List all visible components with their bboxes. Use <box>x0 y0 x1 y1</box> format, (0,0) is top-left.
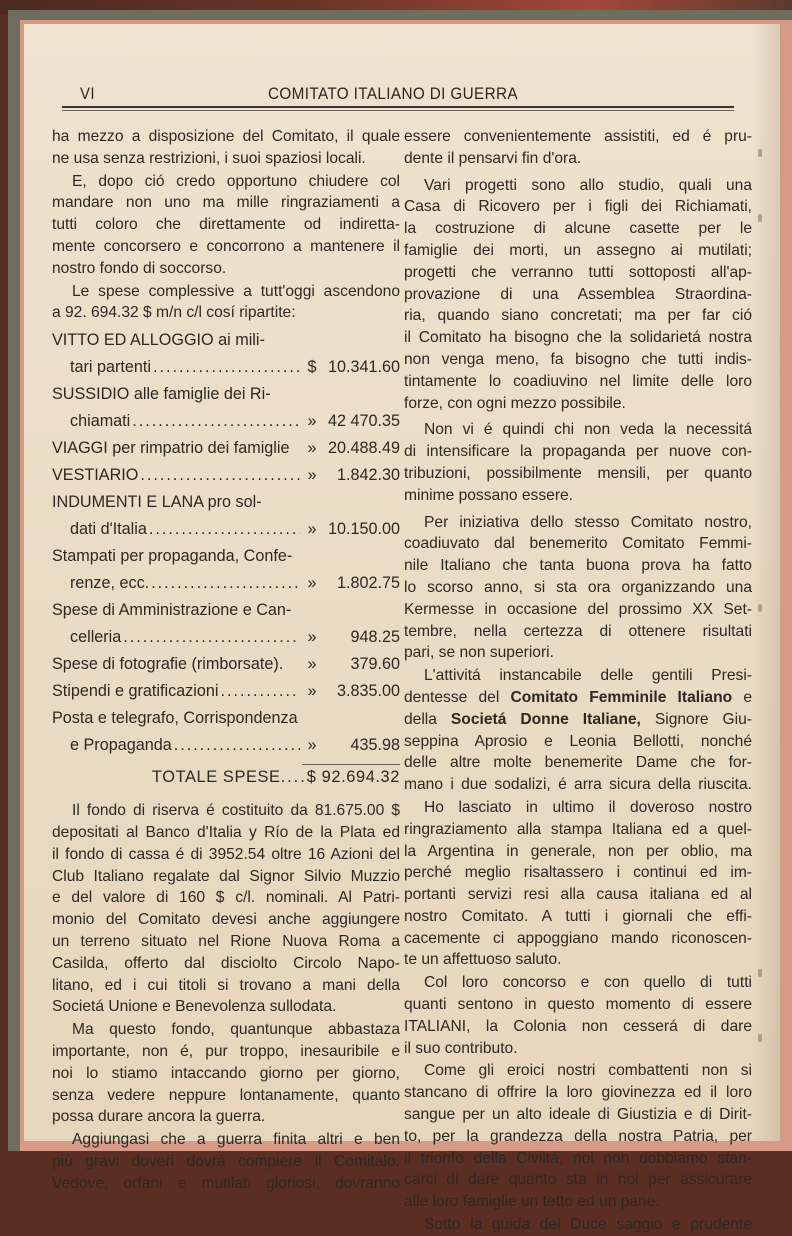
text-line: pari, se non superiori. <box>404 644 554 662</box>
text-line: Come gli eroici nostri combattenti non si <box>424 1062 752 1080</box>
expense-label: SUSSIDIO alle famiglie dei Ri- <box>52 385 271 404</box>
text-line: nostro fondo di soccorso. <box>52 259 227 277</box>
text-run: e <box>732 688 752 706</box>
expense-label: e Propaganda <box>70 736 172 755</box>
paragraph <box>404 175 752 415</box>
expense-row <box>52 519 400 546</box>
expense-row-label <box>52 492 400 519</box>
expense-row <box>52 573 400 600</box>
expense-amount: 10.341.60 <box>327 358 400 377</box>
running-title: COMITATO ITALIANO DI GUERRA <box>267 84 519 103</box>
text-line: stancano di offrire la loro giovinezza ed il loro <box>404 1084 752 1102</box>
right-column <box>404 126 752 1236</box>
ditto-mark: » <box>307 439 317 458</box>
paragraph <box>52 1129 400 1194</box>
text-line: monio del Comitato devesi anche aggiungere <box>52 911 400 929</box>
expense-label: Stipendi e gratificazioni <box>52 682 219 701</box>
text-line: Societá Unione e Benevolenza sullodata. <box>52 998 337 1016</box>
text-line: la costruzione di alcune casette per le <box>404 220 752 238</box>
paragraph <box>52 171 400 280</box>
running-header <box>52 84 734 106</box>
paragraph <box>404 1214 752 1236</box>
text-line: mano i due sodalizi, é arra sicura della riuscita. <box>404 776 752 794</box>
text-line: Kermesse in occasione del prossimo XX Set- <box>404 600 752 618</box>
text-line: mandare non uno ma mille ringraziamenti a <box>52 194 400 212</box>
paragraph <box>404 972 752 1059</box>
currency-mark: $ <box>306 768 317 787</box>
expense-table <box>52 330 400 795</box>
expense-row <box>52 411 400 438</box>
ditto-mark: » <box>307 628 317 647</box>
text-line: Casa di Ricovero per i figli dei Richiamati, <box>404 198 752 216</box>
paragraph <box>52 126 400 170</box>
text-line: Non vi é quindi chi non veda la necessitá <box>424 421 752 439</box>
text-line: ringraziamento alla stampa Italiana ed a quel- <box>404 820 752 838</box>
leader-dots <box>132 411 300 433</box>
ditto-mark: » <box>307 412 317 431</box>
expense-row <box>52 438 400 465</box>
expense-label: chiamati <box>70 412 131 431</box>
text-line: noi lo stiamo intaccando giorno per giorno, <box>52 1064 400 1082</box>
text-line: Le spese complessive a tutt'oggi ascendono <box>72 282 400 300</box>
ditto-mark: » <box>307 655 317 674</box>
text-line: Sotto la guida del Duce saggio e prudente <box>424 1216 752 1234</box>
text-line: un terreno situato nel Rione Nuova Roma a <box>52 932 400 950</box>
paragraph <box>404 797 752 971</box>
text-line: ITALIANI, la Colonia non cesserá di dare <box>404 1017 752 1035</box>
margin-speck <box>758 214 762 222</box>
text-line: portanti servizi resi alla causa italiana ed al <box>404 886 752 904</box>
expense-row-label <box>52 708 400 735</box>
text-line: Ma questo fondo, quantunque abbastaza <box>72 1021 400 1039</box>
ditto-mark: » <box>307 736 317 755</box>
expense-row <box>52 357 400 384</box>
ditto-mark: » <box>307 682 317 701</box>
text-line: depositati al Banco d'Italia y Río de la Plata ed <box>52 823 400 841</box>
page-number: VI <box>80 84 96 103</box>
text-line: progetti che verranno tutti sottoposti all'ap- <box>404 263 752 281</box>
text-line: importante, non é, pur troppo, inesauribile e <box>52 1042 400 1060</box>
expense-row <box>52 654 400 681</box>
text-line: Club Italiano regalate dal Signor Silvio Muzzio <box>52 867 400 885</box>
text-line: il suo contributo. <box>404 1039 518 1057</box>
text-line: non venga meno, fa bisogno che tutti indis- <box>404 350 752 368</box>
leader-dots: .... <box>280 768 307 787</box>
text-line: nostro Comitato. A tutti i giornali che effi- <box>404 907 752 925</box>
margin-speck <box>758 149 762 157</box>
paragraph <box>404 1060 752 1213</box>
text-line: possa durare ancora la guerra. <box>52 1108 266 1126</box>
text-line: il trionfo della Civiltá, noi non dobbiamo stan- <box>404 1149 752 1167</box>
expense-label: Spese di Amministrazione e Can- <box>52 601 292 620</box>
expense-label: VITTO ED ALLOGGIO ai mili- <box>52 331 265 350</box>
currency-mark: $ <box>307 358 317 377</box>
text-line: Vari progetti sono allo studio, quali una <box>424 176 752 194</box>
text-line: tribuzioni, possibilmente mensili, per quanto <box>404 464 752 482</box>
leader-dots <box>153 357 300 379</box>
text-line: più gravi doveri dovrá compiere il Comitalo. <box>52 1152 400 1170</box>
margin-speck <box>758 1034 762 1042</box>
expense-label: tari partenti <box>70 358 151 377</box>
text-line: tembre, nella certezza di ottenere risultati <box>404 622 752 640</box>
expense-row-label <box>52 546 400 573</box>
expense-amount: 1.842.30 <box>336 466 400 485</box>
text-line: essere convenientemente assistiti, ed é pru- <box>404 128 752 145</box>
organization-name: Societá Donne Italiane, <box>450 710 641 728</box>
total-amount: 92.694.32 <box>321 768 400 787</box>
expense-row-label <box>52 600 400 627</box>
text-line <box>404 687 752 709</box>
text-line: e del valore di 160 $ c/l. nominali. Al Patri- <box>52 889 400 907</box>
text-line: provazione di una Assemblea Straordina- <box>404 285 752 303</box>
paragraph <box>52 281 400 325</box>
text-line: Casilda, offerto dal disciolto Circolo Napo- <box>52 954 400 972</box>
header-rule <box>62 106 734 108</box>
sum-rule <box>302 764 400 765</box>
paragraph <box>404 419 752 506</box>
paragraph <box>52 800 400 1018</box>
ditto-mark: » <box>307 574 317 593</box>
expense-label: dati d'Italia <box>70 520 147 539</box>
text-line: to, per la grandezza della nostra Patria, per <box>404 1127 752 1145</box>
text-line: minime possano essere. <box>404 486 574 504</box>
text-line: perché meglio risaltassero i continui ed im- <box>404 864 752 882</box>
text-line: coadiuvato dal benemerito Comitato Femmi- <box>404 535 752 553</box>
text-line: te un affettuoso saluto. <box>404 951 562 969</box>
expense-label: VIAGGI per rimpatrio dei famiglie <box>52 439 290 458</box>
expense-label: INDUMENTI E LANA pro sol- <box>52 493 262 512</box>
text-line: E, dopo ció credo opportuno chiudere col <box>72 172 400 190</box>
text-line: cacemente ci appoggiano mando riconoscen- <box>404 929 752 947</box>
expense-row-label <box>52 330 400 357</box>
expense-label: celleria <box>70 628 122 647</box>
left-column <box>52 126 400 1195</box>
text-line: la Argentina in generale, non per oblio, ma <box>404 842 752 860</box>
paragraph <box>404 665 752 796</box>
paragraph <box>404 512 752 665</box>
total-label: TOTALE SPESE <box>151 768 281 787</box>
header-rule-thin <box>62 110 734 111</box>
text-line: L'attivitá instancabile delle gentili Presi- <box>424 667 752 685</box>
paragraph <box>52 1019 400 1128</box>
text-line: delle altre molte benemerite Dame che for- <box>404 754 752 772</box>
text-line: ne usa senza restrizioni, i suoi spaziosi locali. <box>52 149 366 167</box>
expense-amount: 3.835.00 <box>336 682 400 701</box>
expense-label: Stampati per propaganda, Confe- <box>52 547 293 566</box>
text-line: Il fondo di riserva é costituito da 81.675.00 $ <box>72 802 400 820</box>
text-line: carci di dare quanto sta in noi per assicurare <box>404 1171 752 1189</box>
leader-dots <box>220 681 300 703</box>
text-line: di intensificare la propaganda per nuove con- <box>404 443 752 461</box>
total-row <box>52 767 400 795</box>
text-line: Ho lasciato in ultimo il doveroso nostro <box>424 798 752 816</box>
text-line: il fondo di cassa é di 3952.54 oltre 16 Azioni del <box>52 845 400 863</box>
margin-speck <box>758 604 762 612</box>
text-line: tutti coloro che direttamente od indiretta- <box>52 216 400 234</box>
expense-row <box>52 735 400 762</box>
leader-dots <box>174 735 300 757</box>
margin-speck <box>758 969 762 977</box>
ditto-mark: » <box>307 466 317 485</box>
expense-label: renze, ecc. <box>70 574 150 593</box>
expense-amount: 20.488.49 <box>327 439 400 458</box>
text-line: mente concorsero e concorrono a mantenere il <box>52 237 400 255</box>
text-line: a 92. 694.32 $ m/n c/l cosí ripartite: <box>52 304 296 322</box>
text-line: seppina Aprosio e Leonia Bellotti, nonché <box>404 732 752 750</box>
ditto-mark: » <box>307 520 317 539</box>
text-line <box>404 709 752 731</box>
page-gutter-shadow <box>752 24 780 1141</box>
text-line: litano, ed i cui titoli si trovano a mani della <box>52 976 400 994</box>
expense-label: Posta e telegrafo, Corrispondenza <box>52 709 298 728</box>
text-line: lo scorso anno, si sta ora organizzando una <box>404 578 752 596</box>
leader-dots <box>123 627 300 649</box>
text-line: forze, con ogni mezzo possibile. <box>404 394 626 412</box>
text-line: ha mezzo a disposizione del Comitato, il quale <box>52 128 400 145</box>
text-line: nile Italiano che tanta buona prova ha fatto <box>404 557 752 575</box>
text-line: tintamente lo coadiuvino nel limite delle loro <box>404 372 752 390</box>
text-line: famiglie dei morti, un assegno ai mutilati; <box>404 241 752 259</box>
organization-name: Comitato Femminile Italiano <box>510 688 733 706</box>
text-run: dentesse del <box>404 688 511 706</box>
text-line: Per iniziativa dello stesso Comitato nostro, <box>424 513 752 531</box>
expense-row-label <box>52 384 400 411</box>
leader-dots <box>140 465 300 487</box>
expense-row <box>52 465 400 492</box>
expense-amount: 435.98 <box>350 736 400 755</box>
leader-dots <box>149 519 300 541</box>
expense-amount: 10.150.00 <box>327 520 400 539</box>
expense-row <box>52 627 400 654</box>
text-run: della <box>404 710 451 728</box>
text-line: il Comitato ha bisogno che la solidarietá nostra <box>404 329 752 347</box>
text-line: dente il pensarvi fin d'ora. <box>404 149 582 167</box>
text-line: Aggiungasi che a guerra finita altri e ben <box>72 1131 400 1149</box>
expense-label: VESTIARIO <box>52 466 139 485</box>
text-line: sangue per un alto ideale di Giustizia e di Dirit- <box>404 1106 752 1124</box>
text-line: senza vedere neppure lontanamente, quanto <box>52 1086 400 1104</box>
expense-amount: 948.25 <box>350 628 400 647</box>
text-line: Col loro concorso e con quello di tutti <box>424 974 752 992</box>
expense-amount: 42 470.35 <box>327 412 400 431</box>
text-line: quanti sentono in questo momento di essere <box>404 996 752 1014</box>
expense-row <box>52 681 400 708</box>
text-run: Signore Giu- <box>640 710 752 728</box>
leader-dots <box>151 573 300 595</box>
text-line: ria, quando siano concretati; ma per far ció <box>404 307 752 325</box>
expense-amount: 379.60 <box>350 655 400 674</box>
paragraph <box>404 126 752 170</box>
expense-amount: 1.802.75 <box>336 574 400 593</box>
text-line: Vedove, orfani e mutilati gloriosi, dovranno <box>52 1174 400 1192</box>
text-line: alle loro famiglie un tetto ed un pane. <box>404 1193 660 1211</box>
expense-label: Spese di fotografie (rimborsate). <box>52 655 284 674</box>
